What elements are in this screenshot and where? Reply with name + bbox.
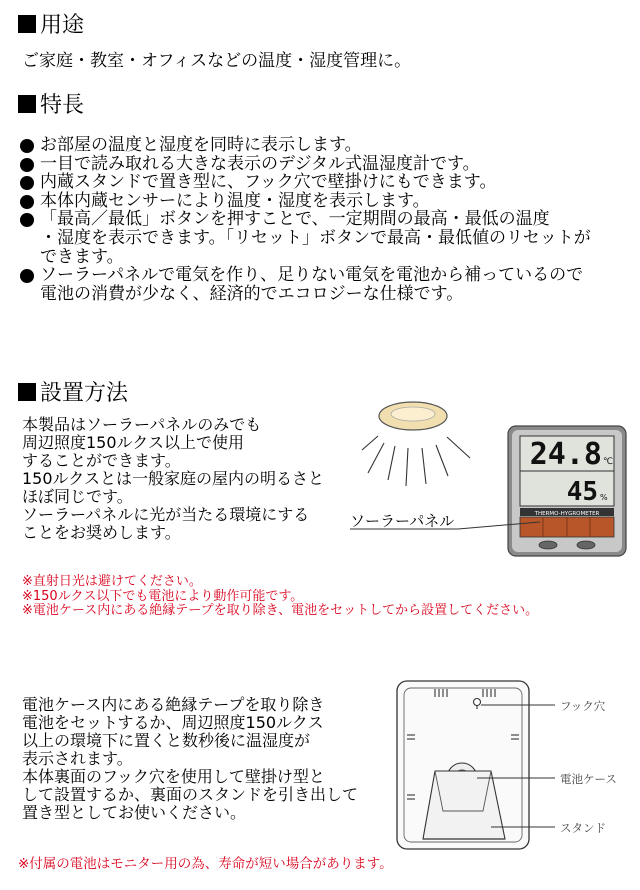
square-bullet-icon: [18, 383, 36, 401]
lamp-icon: [379, 402, 447, 430]
square-bullet-icon: [18, 95, 36, 113]
solar-description: 本製品はソーラーパネルのみでも 周辺照度150ルクス以上で使用 することができます。 150ルクスとは一般家庭の屋内の明るさと ほぼ同じです。 ソーラーパネルに光が当たる環境にする ことをお奨めします。: [22, 415, 325, 542]
battery-case-label: 電池ケース: [560, 772, 617, 786]
features-heading: 特長: [18, 88, 84, 119]
feature-item: 内蔵スタンドで置き型に、フック穴で壁掛けにもできます。: [18, 173, 591, 192]
solar-illustration: [340, 388, 635, 563]
usage-heading: 用途: [18, 8, 84, 39]
stand-label: スタンド: [560, 821, 606, 835]
square-bullet-icon: [18, 15, 36, 33]
usage-text: ご家庭・教室・オフィスなどの温度・湿度管理に。: [22, 51, 412, 71]
light-rays-icon: [362, 436, 470, 486]
device-back: [397, 681, 529, 849]
battery-footer-note: ※付属の電池はモニター用の為、寿命が短い場合があります。: [18, 856, 393, 872]
thermo-hygrometer-device: [508, 426, 626, 556]
install-heading: 設置方法: [18, 376, 128, 407]
feature-item: 「最高／最低」ボタンを押すことで、一定期間の最高・最低の温度 ・湿度を表示できます。「リセット」ボタンで最高・最低値のリセットが できます。: [18, 210, 591, 266]
hook-hole-label: フック穴: [560, 699, 606, 713]
install-notes: ※直射日光は避けてください。 ※150ルクス以下でも電池により動作可能です。 ※電池ケース内にある絶縁テープを取り除き、電池をセットしてから設置してください。: [22, 574, 539, 618]
device-brand: THERMO-HYGROMETER: [534, 511, 600, 517]
device-temperature-unit: ℃: [603, 457, 614, 467]
feature-item: お部屋の温度と湿度を同時に表示します。: [18, 136, 591, 155]
features-list: [18, 136, 591, 303]
stand-icon: [423, 771, 505, 839]
device-humidity-unit: %: [600, 493, 608, 502]
battery-description: 電池ケース内にある絶縁テープを取り除き 電池をセットするか、周辺照度150ルクス 以上の環境下に置くと数秒後に温湿度が 表示されます。 本体裏面のフック穴を使用して壁掛け型と して設置するか、裏面のスタンドを引き出して 置き型としてお使いください。: [22, 695, 359, 822]
solar-panel-label: ソーラーパネル: [350, 512, 455, 530]
solar-panel: [520, 517, 614, 537]
feature-item: ソーラーパネルで電気を作り、足りない電気を電池から補っているので 電池の消費が少なく、経済的でエコロジーな仕様です。: [18, 266, 591, 303]
feature-item: 一目で読み取れる大きな表示のデジタル式温湿度計です。: [18, 155, 591, 174]
device-humidity: 45: [566, 477, 598, 507]
feature-item: 本体内蔵センサーにより温度・湿度を表示します。: [18, 192, 591, 211]
device-temperature: 24.8: [529, 437, 602, 472]
